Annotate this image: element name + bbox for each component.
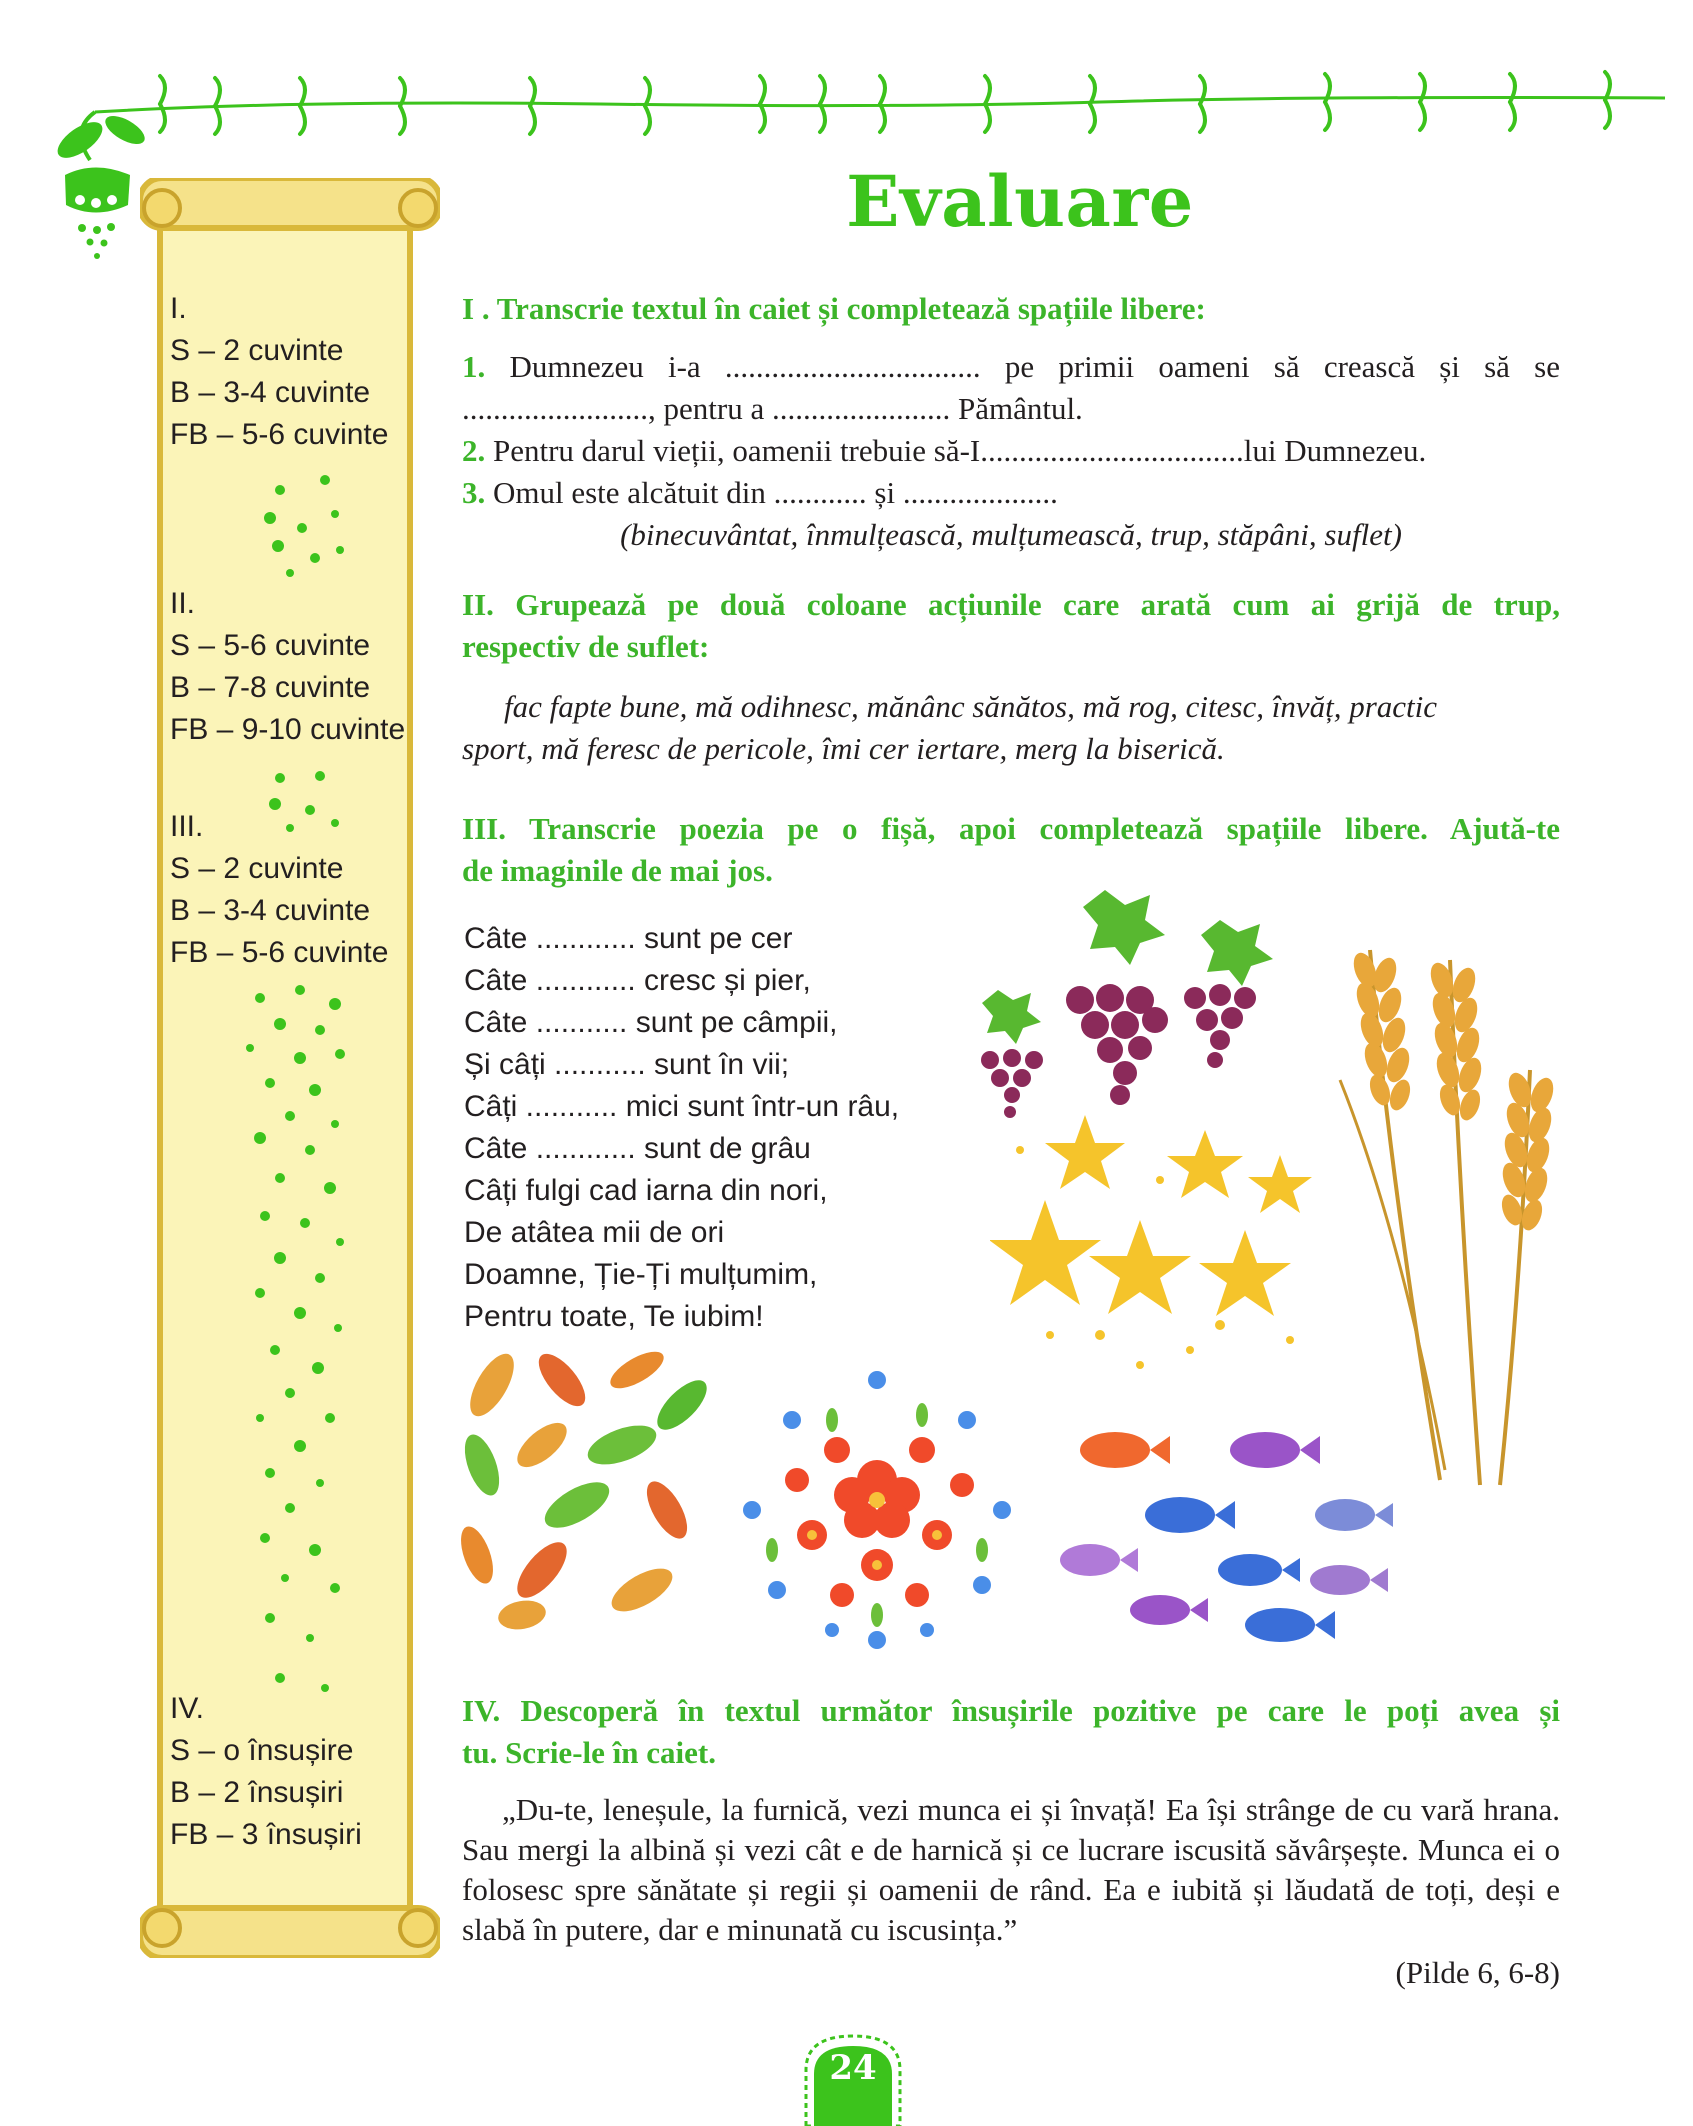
fish-icon bbox=[1050, 1420, 1420, 1650]
rubric-line: FB – 9-10 cuvinte bbox=[170, 713, 406, 746]
rubric-line: S – o însușire bbox=[170, 1734, 354, 1767]
word-bank: (binecuvântat, înmulțească, mulțumească, trup, stăpâni, suflet) bbox=[620, 517, 1402, 552]
poem-line: Câte ............ sunt de grâu bbox=[464, 1132, 811, 1165]
rubric-section-3 bbox=[170, 806, 388, 974]
rubric-section-2 bbox=[170, 583, 405, 751]
rubric-line: S – 5-6 cuvinte bbox=[170, 629, 371, 662]
poem-line: Doamne, Ție-Ți mulțumim, bbox=[464, 1258, 818, 1291]
rubric-label: IV. bbox=[170, 1692, 204, 1725]
heading-line: IV. Descoperă în textul următor însușirile pozitive pe care le poți avea și bbox=[462, 1693, 1560, 1728]
rubric-label: I. bbox=[170, 292, 187, 325]
exercise-1-body bbox=[462, 346, 1560, 556]
leaves-icon bbox=[452, 1345, 722, 1630]
poem-line: Câți fulgi cad iarna din nori, bbox=[464, 1174, 828, 1207]
rubric-line: FB – 5-6 cuvinte bbox=[170, 418, 389, 451]
poem-line: Câte ............ cresc și pier, bbox=[464, 964, 811, 997]
bible-quote bbox=[462, 1790, 1560, 1950]
rubric-label: II. bbox=[170, 587, 196, 620]
rubric-line: B – 2 însușiri bbox=[170, 1776, 344, 1809]
item-text: Omul este alcătuit din ............ și .................... bbox=[493, 475, 1058, 510]
page-number: 24 bbox=[829, 2048, 877, 2088]
heading-line: de imaginile de mai jos. bbox=[462, 853, 773, 888]
rubric-line: B – 3-4 cuvinte bbox=[170, 376, 371, 409]
item-number: 2. bbox=[462, 433, 486, 468]
poem-line: Câți ........... mici sunt într-un râu, bbox=[464, 1090, 900, 1123]
poem-line: Câte ........... sunt pe câmpii, bbox=[464, 1006, 838, 1039]
quote-text: „Du-te, leneșule, la furnică, vezi munca ei și învață! Ea își strânge de cu vară hrana. Sau mergi la albină și vezi cât e de harnică și ce lucrare iscusită săvârșește. Munca ei o folosesc spre sănătate și regii și oamenii de rând. Ea e iubită și lăudată de toți, deși e slabă în putere, dar e minunată cu iscusința.” bbox=[462, 1792, 1560, 1947]
rubric-line: S – 2 cuvinte bbox=[170, 334, 344, 367]
poem-line: Pentru toate, Te iubim! bbox=[464, 1300, 764, 1333]
rubric-label: III. bbox=[170, 810, 204, 843]
rubric-line: S – 2 cuvinte bbox=[170, 852, 344, 885]
flowers-icon bbox=[732, 1360, 1022, 1660]
exercise-2-body bbox=[462, 686, 1560, 770]
stars-icon bbox=[990, 1110, 1320, 1380]
item-number: 1. bbox=[462, 349, 486, 384]
rubric-line: B – 7-8 cuvinte bbox=[170, 671, 371, 704]
poem-line: Și câți ........... sunt în vii; bbox=[464, 1048, 790, 1081]
rubric-section-4 bbox=[170, 1688, 362, 1856]
grapes-icon bbox=[970, 880, 1300, 1120]
heading-line: II. Grupează pe două coloane acțiunile care arată cum ai grijă de trup, bbox=[462, 587, 1560, 622]
rubric-line: FB – 5-6 cuvinte bbox=[170, 936, 389, 969]
item-number: 3. bbox=[462, 475, 486, 510]
page-title: Evaluare bbox=[846, 160, 1194, 243]
item-text: Dumnezeu i-a ................................. pe primii oameni să crească și să se bbox=[509, 349, 1560, 384]
quote-source: (Pilde 6, 6-8) bbox=[1395, 1955, 1560, 1990]
heading-line: respectiv de suflet: bbox=[462, 629, 710, 664]
body-line: sport, mă feresc de pericole, îmi cer iertare, merg la biserică. bbox=[462, 731, 1225, 766]
item-text: ........................, pentru a ....................... Pământul. bbox=[462, 391, 1083, 426]
poem-line: Câte ............ sunt pe cer bbox=[464, 922, 793, 955]
rubric-line: FB – 3 însușiri bbox=[170, 1818, 362, 1851]
exercise-1-heading: I . Transcrie textul în caiet și completează spațiile libere: bbox=[462, 291, 1206, 326]
rubric-section-1 bbox=[170, 288, 388, 456]
wheat-icon bbox=[1330, 930, 1560, 1490]
heading-line: III. Transcrie poezia pe o fișă, apoi completează spațiile libere. Ajută-te bbox=[462, 811, 1560, 846]
poem bbox=[464, 918, 899, 1338]
exercise-2-heading bbox=[462, 584, 1560, 668]
poem-line: De atâtea mii de ori bbox=[464, 1216, 725, 1249]
heading-line: tu. Scrie-le în caiet. bbox=[462, 1735, 716, 1770]
rubric-line: B – 3-4 cuvinte bbox=[170, 894, 371, 927]
item-text: Pentru darul vieții, oamenii trebuie să-I..................................lui Dumnezeu. bbox=[493, 433, 1427, 468]
exercise-4-heading bbox=[462, 1690, 1560, 1774]
body-line: fac fapte bune, mă odihnesc, mănânc sănătos, mă rog, citesc, învăț, practic bbox=[504, 689, 1437, 724]
